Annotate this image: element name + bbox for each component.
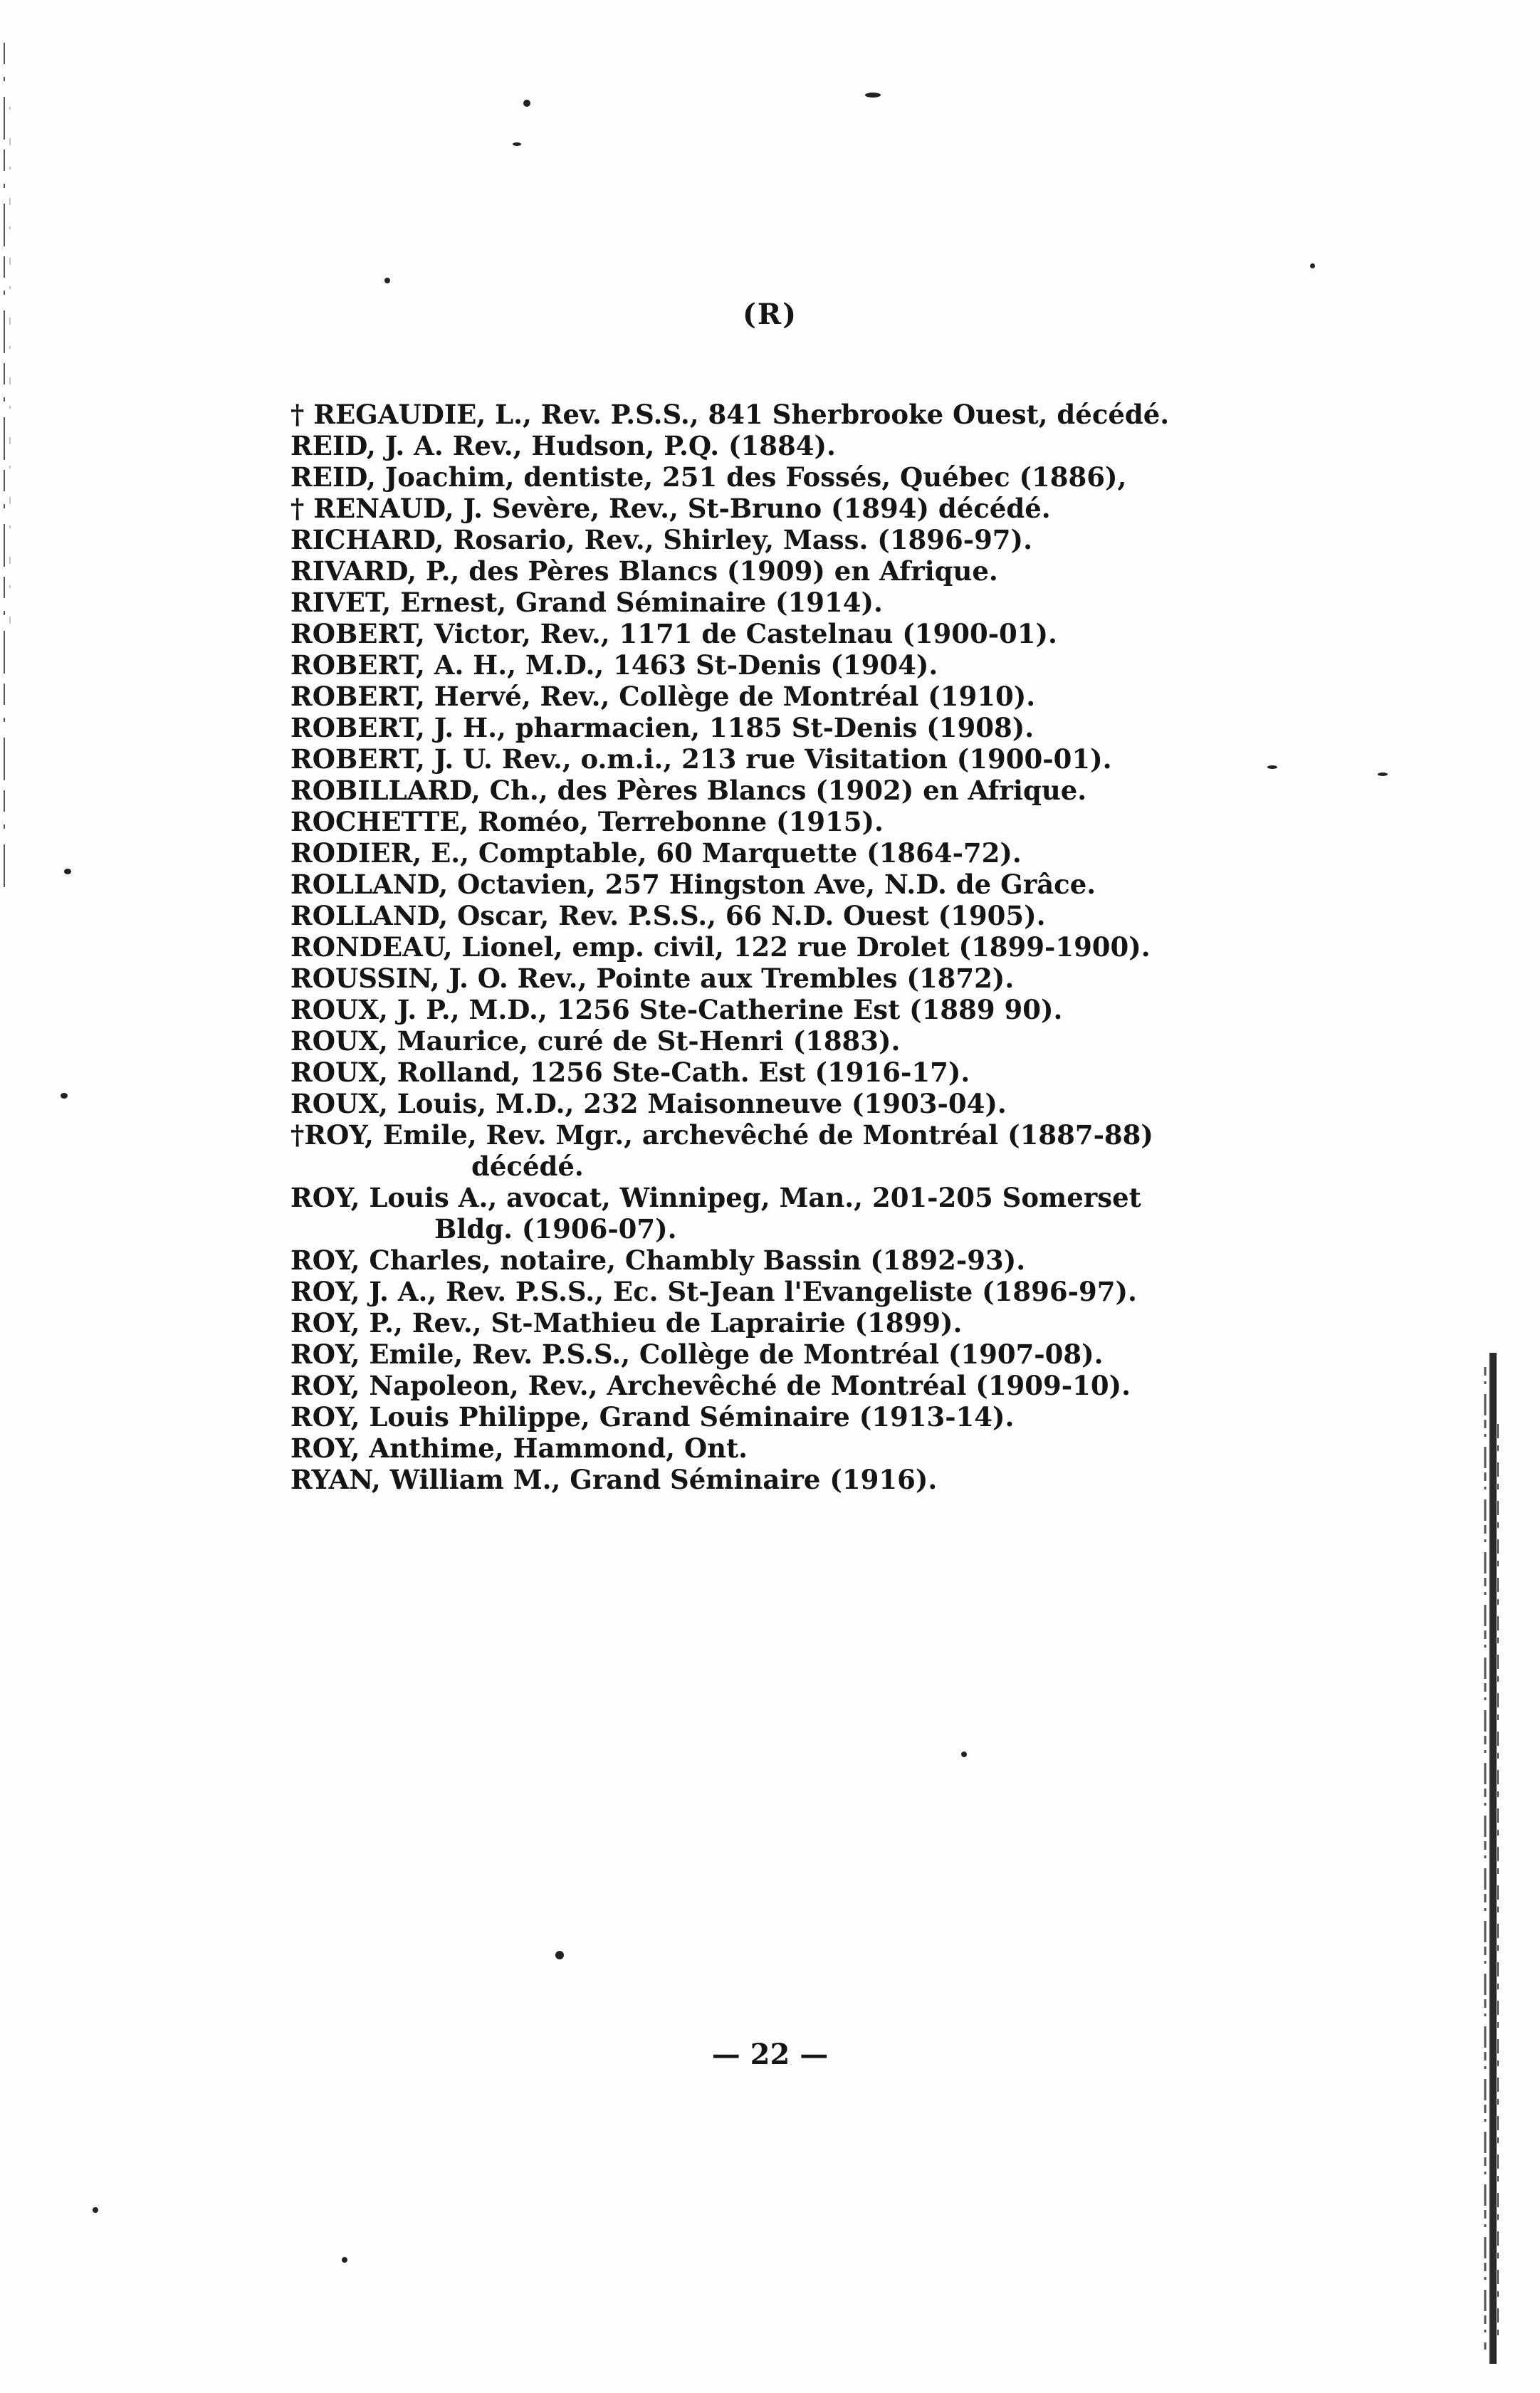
scan-speck	[865, 93, 881, 98]
directory-entry: RODIER, E., Comptable, 60 Marquette (1864-72).	[290, 837, 1022, 869]
page-number: — 22 —	[711, 2038, 829, 2071]
directory-entry: ROUX, Maurice, curé de St-Henri (1883).	[290, 1025, 901, 1057]
scan-speck	[93, 2207, 98, 2213]
directory-entry: ROUSSIN, J. O. Rev., Pointe aux Trembles (1872).	[290, 963, 1015, 994]
directory-entry-continuation: Bldg. (1906-07).	[434, 1213, 677, 1245]
scan-speck	[523, 100, 530, 107]
scan-speck	[384, 278, 390, 283]
directory-entry: † REGAUDIE, L., Rev. P.S.S., 841 Sherbrooke Ouest, décédé.	[290, 399, 1170, 430]
directory-entry: REID, Joachim, dentiste, 251 des Fossés, Québec (1886),	[290, 461, 1127, 493]
directory-entry: ROBERT, Victor, Rev., 1171 de Castelnau (1900-01).	[290, 618, 1057, 649]
scan-speck	[1310, 263, 1315, 268]
directory-entry: ROBERT, J. U. Rev., o.m.i., 213 rue Visitation (1900-01).	[290, 743, 1112, 775]
directory-entry: † RENAUD, J. Sevère, Rev., St-Bruno (1894) décédé.	[290, 493, 1051, 524]
scan-speck	[1378, 773, 1388, 776]
scan-speck	[1267, 765, 1277, 769]
directory-entry: †ROY, Emile, Rev. Mgr., archevêché de Montréal (1887-88)	[290, 1119, 1153, 1151]
directory-entry: ROY, Louis Philippe, Grand Séminaire (1913-14).	[290, 1401, 1015, 1433]
directory-entry: ROBILLARD, Ch., des Pères Blancs (1902) en Afrique.	[290, 775, 1087, 806]
section-heading: (R)	[742, 298, 798, 331]
directory-entry: RONDEAU, Lionel, emp. civil, 122 rue Drolet (1899-1900).	[290, 931, 1151, 963]
directory-entry: ROY, Emile, Rev. P.S.S., Collège de Montréal (1907-08).	[290, 1339, 1104, 1370]
directory-entry: RICHARD, Rosario, Rev., Shirley, Mass. (1896-97).	[290, 524, 1032, 555]
directory-entry: REID, J. A. Rev., Hudson, P.Q. (1884).	[290, 430, 836, 461]
directory-entry: ROY, Louis A., avocat, Winnipeg, Man., 201-205 Somerset	[290, 1182, 1141, 1213]
directory-entry: RIVET, Ernest, Grand Séminaire (1914).	[290, 587, 883, 618]
directory-entry: ROBERT, A. H., M.D., 1463 St-Denis (1904).	[290, 649, 938, 681]
scan-binding-edge	[1479, 1353, 1501, 2364]
directory-entry: ROUX, Rolland, 1256 Ste-Cath. Est (1916-17).	[290, 1057, 970, 1088]
directory-entry: ROBERT, Hervé, Rev., Collège de Montréal (1910).	[290, 681, 1036, 712]
directory-entry-continuation: décédé.	[471, 1151, 584, 1182]
scan-left-edge	[0, 0, 21, 926]
directory-entry: ROBERT, J. H., pharmacien, 1185 St-Denis (1908).	[290, 712, 1034, 743]
directory-entry: ROUX, Louis, M.D., 232 Maisonneuve (1903-04).	[290, 1088, 1007, 1119]
directory-entry: ROY, Charles, notaire, Chambly Bassin (1892-93).	[290, 1245, 1026, 1276]
directory-entry: ROLLAND, Octavien, 257 Hingston Ave, N.D. de Grâce.	[290, 869, 1096, 900]
directory-entry: ROLLAND, Oscar, Rev. P.S.S., 66 N.D. Ouest (1905).	[290, 900, 1046, 931]
directory-entry: ROCHETTE, Roméo, Terrebonne (1915).	[290, 806, 884, 837]
directory-entry: ROY, Napoleon, Rev., Archevêché de Montréal (1909-10).	[290, 1370, 1131, 1401]
scan-speck	[64, 869, 71, 874]
directory-entry: RYAN, William M., Grand Séminaire (1916).	[290, 1464, 938, 1495]
scan-speck	[61, 1093, 68, 1099]
directory-entry: ROY, J. A., Rev. P.S.S., Ec. St-Jean l'Evangeliste (1896-97).	[290, 1276, 1137, 1307]
directory-entry: ROUX, J. P., M.D., 1256 Ste-Catherine Est (1889 90).	[290, 994, 1063, 1025]
scan-speck	[961, 1751, 967, 1757]
directory-entry: ROY, P., Rev., St-Mathieu de Laprairie (1899).	[290, 1307, 963, 1339]
scan-speck	[342, 2257, 347, 2263]
directory-entry: RIVARD, P., des Pères Blancs (1909) en Afrique.	[290, 555, 998, 587]
scan-speck	[555, 1951, 564, 1959]
scan-speck	[513, 142, 521, 146]
directory-entry: ROY, Anthime, Hammond, Ont.	[290, 1433, 748, 1464]
